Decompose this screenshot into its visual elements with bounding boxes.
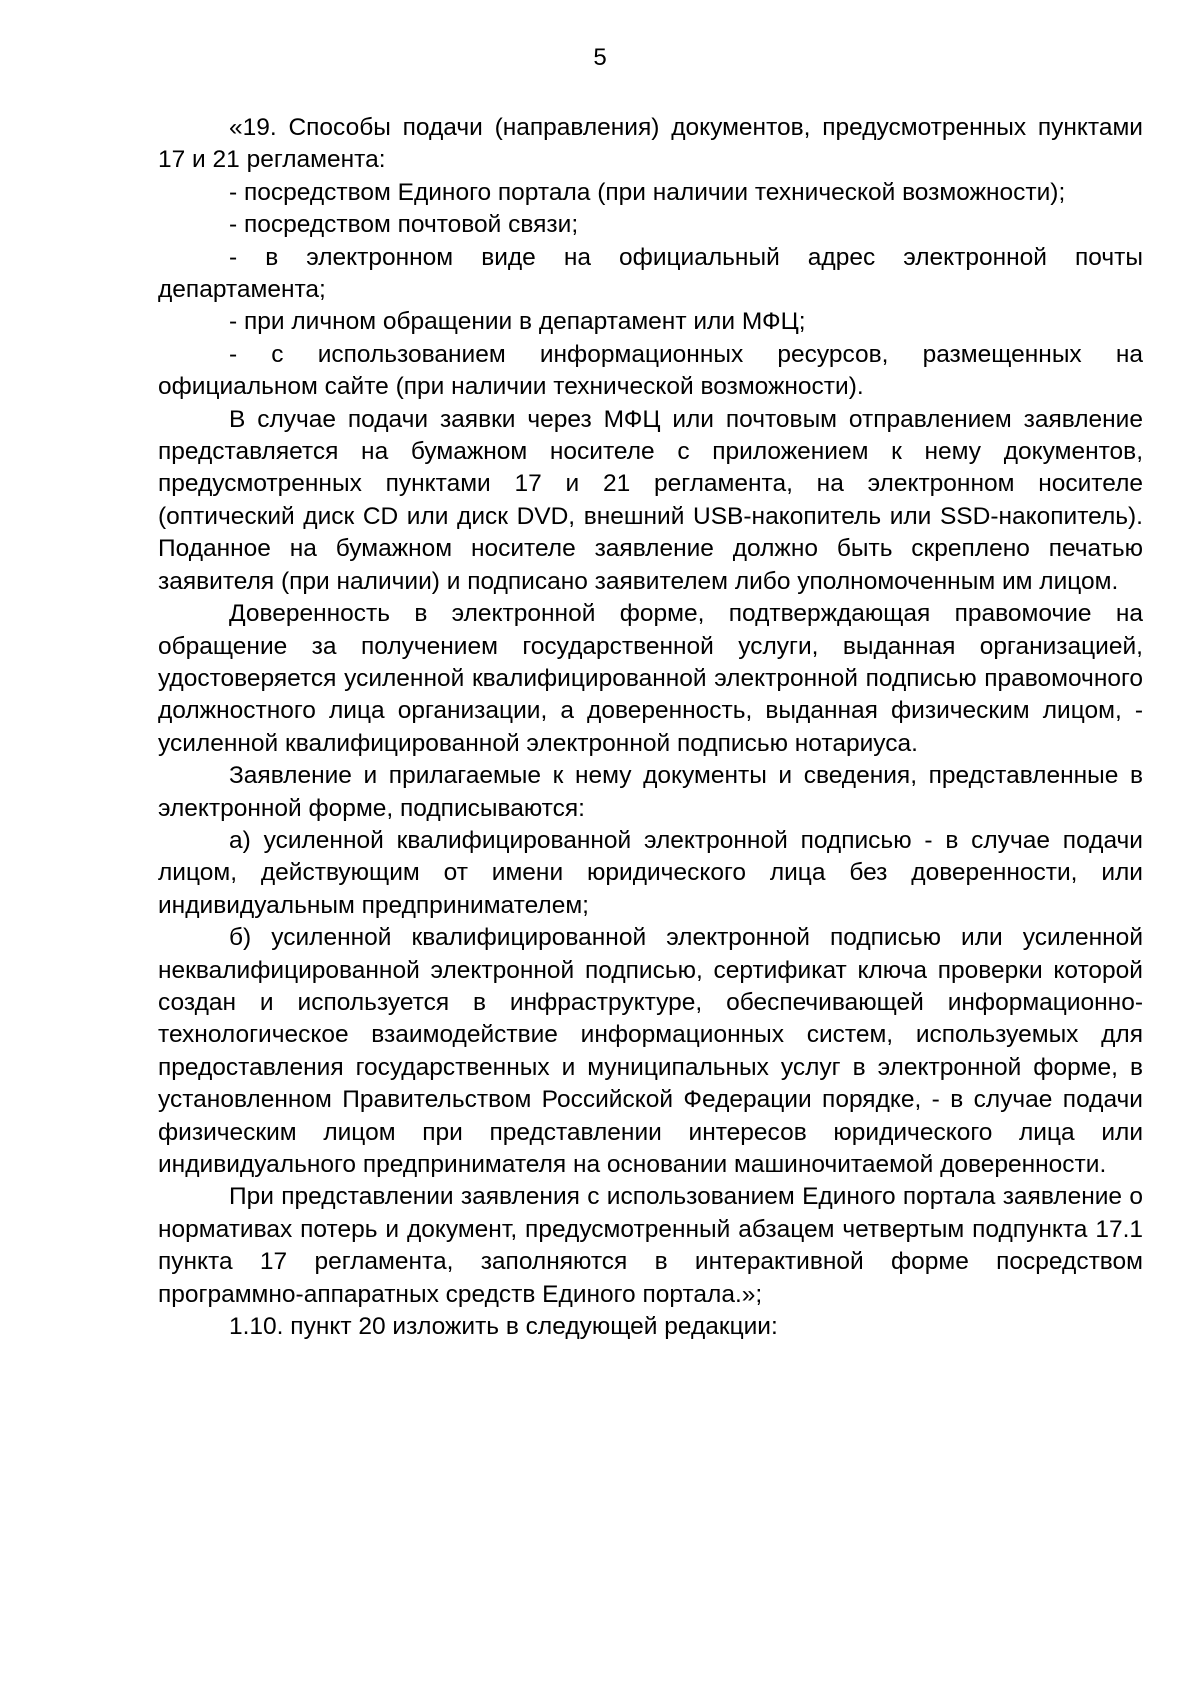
page-number: 5 (593, 44, 607, 71)
list-item-unified-portal: - посредством Единого портала (при наличии технической возможности); (229, 178, 1066, 206)
paragraph-power-of-attorney: Доверенность в электронной форме, подтверждающая правомочие на обращение за получением государственной услуги, выданная организацией, удостоверяется усиленной квалифицированной электронной подписью правомочного должностного лица организации, а доверенность, выданная физическим лицом, - усиленной квалифицированной электронной подписью нотариуса. (158, 600, 1143, 757)
list-item-signature-a: а) усиленной квалифицированной электронной подписью - в случае подачи лицом, действующим от имени юридического лица без доверенности, или индивидуальным предпринимателем; (158, 826, 1143, 919)
paragraph-submission-methods: «19. Способы подачи (направления) документов, предусмотренных пунктами 17 и 21 регламента: (158, 114, 1143, 174)
paragraph-unified-portal-form: При представлении заявления с использованием Единого портала заявление о нормативах потерь и документ, предусмотренный абзацем четвертым подпункта 17.1 пункта 17 регламента, заполняются в интерактивной форме посредством программно-аппаратных средств Единого портала.»; (158, 1183, 1143, 1308)
list-item-in-person: - при личном обращении в департамент или МФЦ; (229, 308, 806, 336)
paragraph-paper-submission: В случае подачи заявки через МФЦ или почтовым отправлением заявление представляется на бумажном носителе с приложением к нему документов, предусмотренных пунктами 17 и 21 регламента, на электронном носителе (оптический диск CD или диск DVD, внешний USB-накопитель или SSD-накопитель). Поданное на бумажном носителе заявление должно быть скреплено печатью заявителя (при наличии) и подписано заявителем либо уполномоченным им лицом. (158, 405, 1143, 595)
list-item-signature-b: б) усиленной квалифицированной электронной подписью или усиленной неквалифицированной электронной подписью, сертификат ключа проверки которой создан и используется в инфраструктуре, обеспечивающей информационно-технологическое взаимодействие информационных систем, используемых для предоставления государственных и муниципальных услуг в электронной форме, в установленном Правительством Российской Федерации порядке, - в случае подачи физическим лицом при представлении интересов юридического лица или индивидуального предпринимателя на основании машиночитаемой доверенности. (158, 924, 1143, 1178)
paragraph-signing: Заявление и прилагаемые к нему документы и сведения, представленные в электронной форме, подписываются: (158, 762, 1143, 822)
list-item-postal: - посредством почтовой связи; (229, 211, 579, 239)
paragraph-item-1-10: 1.10. пункт 20 изложить в следующей редакции: (229, 1313, 778, 1341)
list-item-website: - с использованием информационных ресурсов, размещенных на официальном сайте (при наличии технической возможности). (158, 340, 1143, 401)
list-item-email: - в электронном виде на официальный адрес электронной почты департамента; (158, 243, 1143, 304)
document-body (158, 112, 1143, 1343)
